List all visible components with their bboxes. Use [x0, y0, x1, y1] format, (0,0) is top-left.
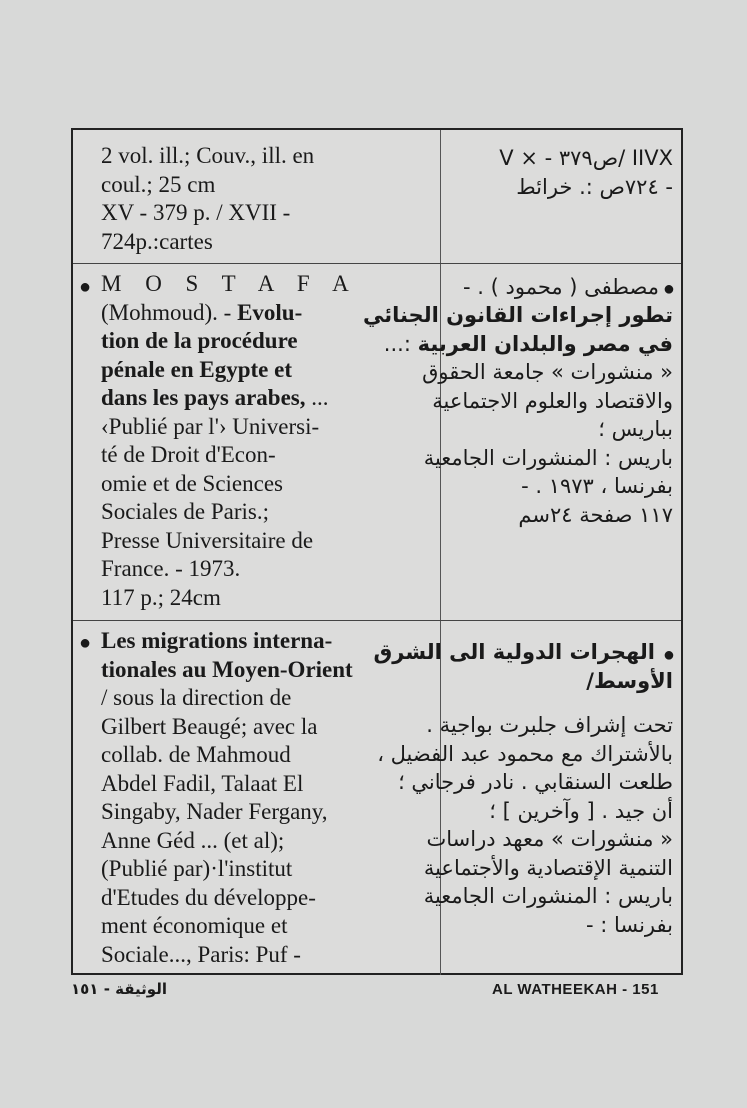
- entry2-left-line: Sociales de Paris.;: [101, 499, 269, 524]
- arabic-title: تطور إجراءات القانون الجنائي: [362, 303, 673, 327]
- entry2-right-line: ١١٧ صفحة ٢٤سم: [518, 502, 673, 527]
- entry3-left-line: Abdel Fadil, Talaat El: [101, 770, 304, 796]
- title-text: dans les pays arabes,: [101, 385, 306, 410]
- entry1-left-line: 2 vol. ill.; Couv., ill. en: [101, 143, 315, 168]
- title-text: Les migrations interna-: [101, 628, 333, 653]
- title-text: Evolu-: [237, 299, 303, 325]
- entry2-right: [459, 273, 659, 302]
- arabic-title: الأوسط/: [586, 668, 673, 693]
- entry1-right-line: IIVX /ص٣٧٩ - × V: [499, 146, 673, 170]
- entry3-right-line: بفرنسا : -: [585, 912, 673, 937]
- footer-arabic: الوثيقة - ١٥١: [71, 980, 167, 998]
- entry1-left-line: coul.; 25 cm: [101, 171, 216, 197]
- entry2-left-line: France. - 1973.: [101, 556, 241, 581]
- catalog-frame: [71, 128, 683, 975]
- entry-divider: [73, 263, 681, 264]
- bullet-icon: ●: [662, 278, 675, 300]
- entry2-left-line: Presse Universitaire de: [101, 527, 314, 553]
- entry1-right-line: - ٧٢٤ص :. خرائط: [516, 174, 673, 199]
- entry-divider: [73, 620, 681, 621]
- title-text: tion de la procédure: [101, 328, 298, 353]
- title-text: pénale en Egypte et: [101, 356, 293, 382]
- ellipsis: ...: [311, 385, 329, 410]
- entry2-right-line: باريس : المنشورات الجامعية: [423, 445, 673, 470]
- footer-latin: AL WATHEEKAH - 151: [492, 981, 659, 998]
- entry3-left-line: Singaby, Nader Fergany,: [101, 799, 328, 824]
- entry2-left-line: omie et de Sciences: [101, 470, 284, 496]
- entry3-right-line: طلعت السنقابي . نادر فرجاني ؛: [398, 770, 673, 794]
- entry3-right-line: تحت إشراف جلبرت بواجية .: [426, 713, 673, 737]
- entry3-left-line: (Publié par)·l'institut: [101, 856, 293, 881]
- entry2-right-line: بباريس ؛: [598, 417, 673, 441]
- entry3-left: [101, 627, 363, 969]
- entry1-right: [457, 144, 673, 201]
- entry3-right: [373, 638, 673, 939]
- entry3-right-line: التنمية الإقتصادية والأجتماعية: [423, 855, 673, 880]
- entry2-left-line: té de Droit d'Econ-: [101, 442, 276, 467]
- bullet-icon: ●: [79, 632, 92, 654]
- arabic-title-tail: :...: [383, 331, 418, 356]
- author-given-name: (Mohmoud). -: [101, 299, 232, 325]
- entry3-left-line: ment économique et: [101, 913, 288, 938]
- entry3-left-line: Gilbert Beaugé; avec la: [101, 713, 318, 739]
- entry3-right-line: « منشورات » معهد دراسات: [426, 827, 673, 851]
- author-name: M O S T A F A: [101, 271, 358, 296]
- entry2-right-head: مصطفى ( محمود ) . -: [463, 275, 659, 299]
- entry2-right-line: بفرنسا ، ١٩٧٣ . -: [521, 474, 673, 498]
- entry2-left-line: 117 p.; 24cm: [101, 584, 221, 610]
- entry3-left-line: Sociale..., Paris: Puf -: [101, 941, 301, 967]
- entry2-left: [101, 270, 363, 612]
- entry3-left-line: d'Etudes du développe-: [101, 884, 316, 910]
- entry3-right-line: بالأشتراك مع محمود عبد الفضيل ،: [377, 741, 673, 766]
- title-text: tionales au Moyen-Orient: [101, 656, 353, 682]
- entry3-left-line: collab. de Mahmoud: [101, 742, 291, 767]
- entry2-left-line: ‹Publié par l'› Universi-: [101, 413, 320, 439]
- bullet-icon: ●: [79, 276, 92, 298]
- entry3-left-line: Anne Géd ... (et al);: [101, 827, 285, 853]
- entry1-left-line: XV - 379 p. / XVII -: [101, 200, 291, 225]
- entry2-right-body: [362, 301, 673, 529]
- entry2-right-line: والاقتصاد والعلوم الاجتماعية: [432, 388, 673, 413]
- entry3-right-line: باريس : المنشورات الجامعية: [423, 884, 673, 908]
- entry1-left-line: 724p.:cartes: [101, 228, 213, 254]
- entry3-right-line: أن جيد . [ وآخرين ] ؛: [489, 798, 673, 823]
- entry2-right-line: « منشورات » جامعة الحقوق: [422, 360, 673, 384]
- entry3-left-line: / sous la direction de: [101, 685, 292, 710]
- arabic-title: الهجرات الدولية الى الشرق: [373, 640, 655, 664]
- entry1-left: [101, 142, 363, 256]
- bullet-icon: ●: [662, 644, 675, 666]
- arabic-title: في مصر والبلدان العربية: [417, 331, 673, 356]
